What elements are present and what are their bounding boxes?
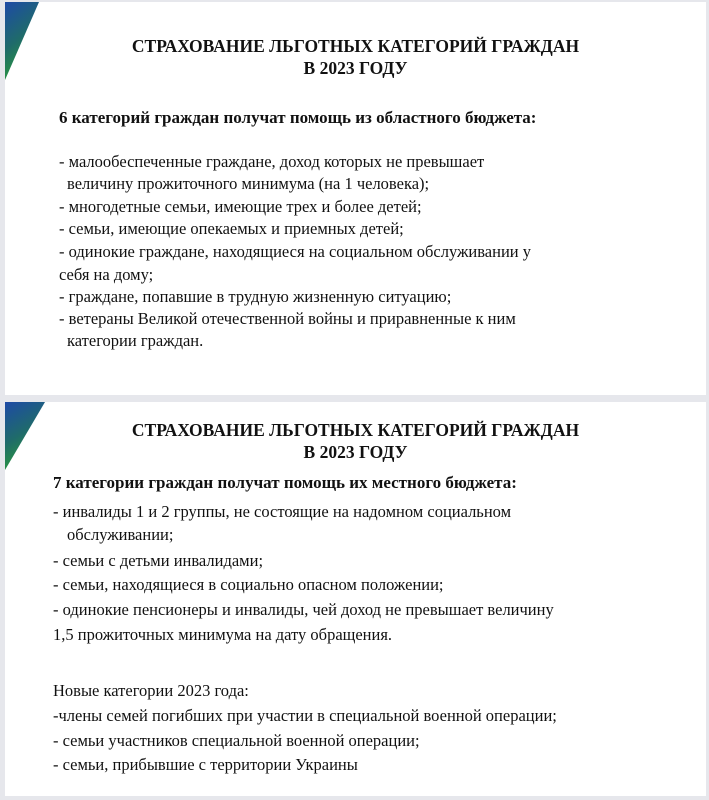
slide-2-line-3: - семьи с детьми инвалидами; xyxy=(53,551,264,570)
slide-1-line-1: - малообеспеченные граждане, доход которых не превышает xyxy=(59,152,485,171)
slide-2-line-5: - одинокие пенсионеры и инвалиды, чей доход не превышает величину xyxy=(53,600,554,619)
slide-1-line-9: категории граждан. xyxy=(67,331,204,350)
slide-1-line-5: - одинокие граждане, находящиеся на социальном обслуживании у xyxy=(59,242,531,261)
slide-1-line-3: - многодетные семьи, имеющие трех и более детей; xyxy=(59,197,422,216)
slide-2 xyxy=(5,402,706,796)
slide-1-line-7: - граждане, попавшие в трудную жизненную ситуацию; xyxy=(59,287,452,306)
slide-1-line-4: - семьи, имеющие опекаемых и приемных детей; xyxy=(59,219,404,238)
slide-2-line-6: 1,5 прожиточных минимума на дату обращения. xyxy=(53,625,393,644)
slide-1-title-line2: В 2023 ГОДУ xyxy=(303,58,408,78)
slide-1 xyxy=(5,2,706,395)
slide-1-subhead: 6 категорий граждан получат помощь из областного бюджета: xyxy=(59,108,537,127)
slide-2-title-line2: В 2023 ГОДУ xyxy=(303,442,408,462)
slide-1-title xyxy=(5,35,706,79)
slide-2-line-1: - инвалиды 1 и 2 группы, не состоящие на надомном социальном xyxy=(53,502,512,521)
slide-1-line-2: величину прожиточного минимума (на 1 человека); xyxy=(67,174,430,193)
slide-2-line-4: - семьи, находящиеся в социально опасном положении; xyxy=(53,575,444,594)
slide-2-title-line1: СТРАХОВАНИЕ ЛЬГОТНЫХ КАТЕГОРИЙ ГРАЖДАН xyxy=(131,420,580,440)
slide-1-line-8: - ветераны Великой отечественной войны и приравненные к ним xyxy=(59,309,516,328)
slide-1-title-line1: СТРАХОВАНИЕ ЛЬГОТНЫХ КАТЕГОРИЙ ГРАЖДАН xyxy=(131,36,580,56)
slide-2-line-9: - семьи участников специальной военной операции; xyxy=(53,731,420,750)
slide-2-line-8: -члены семей погибших при участии в специальной военной операции; xyxy=(53,706,557,725)
slide-2-title xyxy=(5,419,706,463)
slide-2-line-7: Новые категории 2023 года: xyxy=(53,681,249,700)
slide-2-subhead: 7 категории граждан получат помощь их местного бюджета: xyxy=(53,473,517,492)
slide-2-line-2: обслуживании; xyxy=(67,525,174,544)
slide-1-line-6: себя на дому; xyxy=(59,265,154,284)
slide-2-line-10: - семьи, прибывшие с территории Украины xyxy=(53,755,358,774)
